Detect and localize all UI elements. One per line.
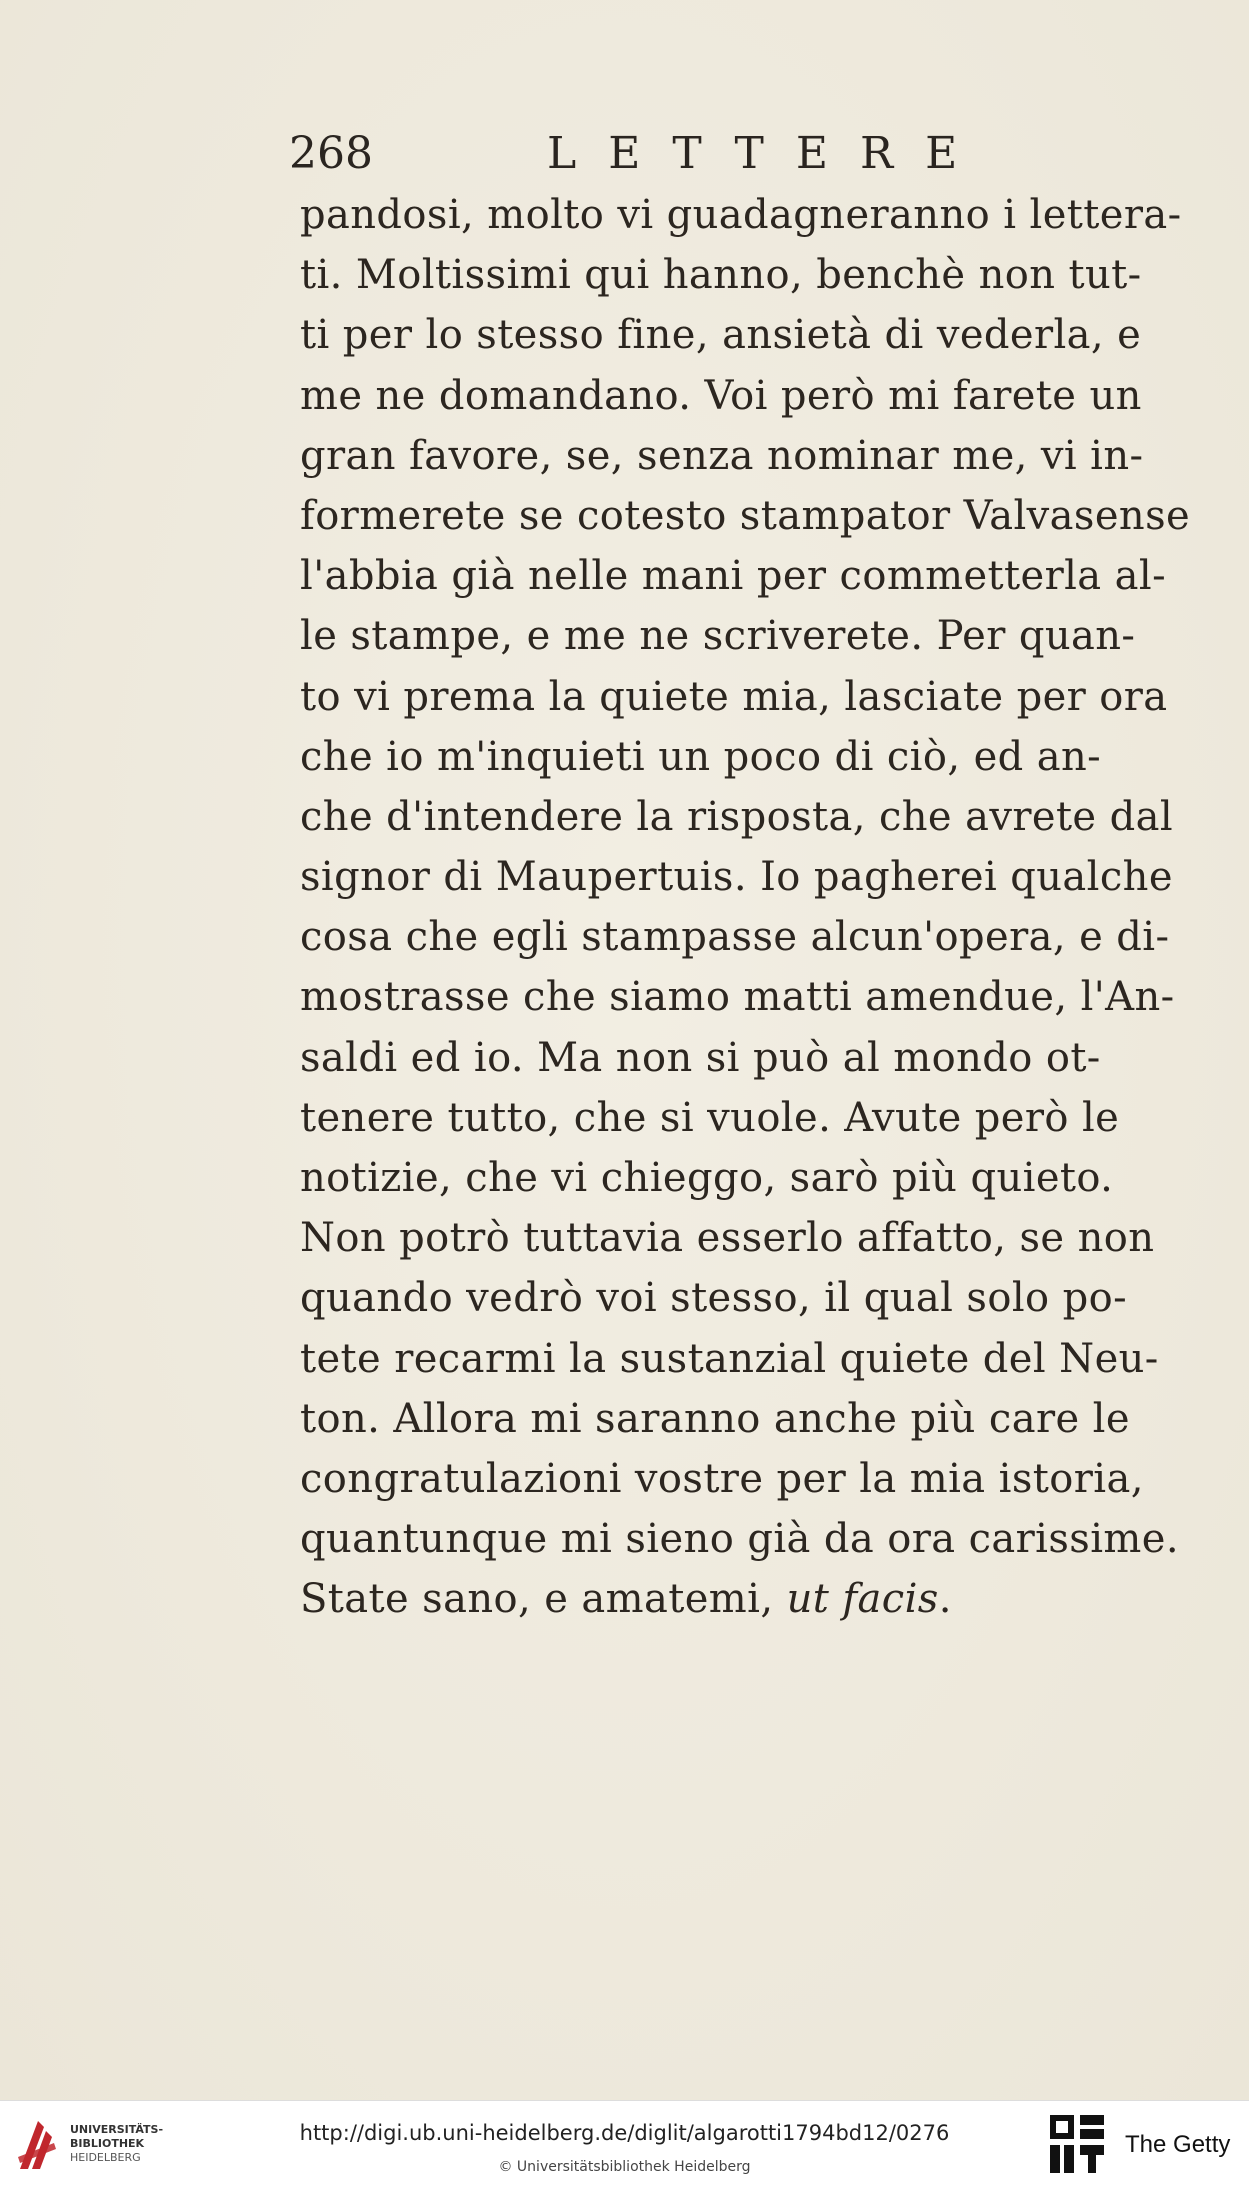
text-line: Non potrò tuttavia esserlo affatto, se non: [300, 1215, 1155, 1262]
getty-logo-icon: [1050, 2115, 1104, 2175]
text-line: ton. Allora mi saranno anche più care le: [300, 1395, 1130, 1442]
text-line: cosa che egli stampasse alcun'opera, e di-: [300, 914, 1170, 961]
text-line: che d'intendere la risposta, che avrete dal: [300, 793, 1174, 840]
text-line: to vi prema la quiete mia, lasciate per ora: [300, 673, 1168, 720]
partner-name: The Getty: [1125, 2131, 1231, 2158]
text-line: ti. Moltissimi qui hanno, benchè non tut-: [300, 252, 1142, 299]
text-line: gran favore, se, senza nominar me, vi in-: [300, 432, 1144, 479]
page-header: [289, 128, 990, 179]
text-line: tenere tutto, che si vuole. Avute però le: [300, 1094, 1120, 1141]
library-name-line1: UNIVERSITÄTS-: [70, 2123, 164, 2136]
closing-italic: ut facis: [786, 1576, 939, 1623]
text-line: l'abbia già nelle mani per commetterla al-: [300, 553, 1166, 600]
text-line: ti per lo stesso fine, ansietà di vederla, e: [300, 312, 1142, 359]
text-line: formerete se cotesto stampator Valvasense: [300, 492, 1191, 539]
text-line: che io m'inquieti un poco di ciò, ed an-: [300, 733, 1102, 780]
text-line: me ne domandano. Voi però mi farete un: [300, 372, 1142, 419]
letter-body: [300, 185, 1210, 1630]
library-name-line2: BIBLIOTHEK: [70, 2137, 145, 2150]
text-line: pandosi, molto vi guadagneranno i lettera-: [300, 192, 1182, 238]
text-line: tete recarmi la sustanzial quiete del Neu-: [300, 1335, 1159, 1382]
library-name-line3: HEIDELBERG: [70, 2151, 141, 2164]
text-line: congratulazioni vostre per la mia istoria,: [300, 1455, 1144, 1502]
running-head: LETTERE: [547, 128, 990, 179]
page-number: 268: [289, 128, 373, 179]
text-line: quando vedrò voi stesso, il qual solo po-: [300, 1275, 1128, 1322]
closing-text: State sano, e amatemi,: [300, 1576, 774, 1623]
text-line: saldi ed io. Ma non si può al mondo ot-: [300, 1034, 1101, 1081]
text-line: le stampe, e me ne scriverete. Per quan-: [300, 613, 1136, 660]
closing-line: [300, 1569, 1210, 1629]
text-line: notizie, che vi chieggo, sarò più quieto.: [300, 1155, 1114, 1201]
permalink-link[interactable]: http://digi.ub.uni-heidelberg.de/diglit/algarotti1794bd12/0276: [299, 2121, 950, 2145]
text-line: mostrasse che siamo matti amendue, l'An-: [300, 974, 1175, 1021]
text-line: quantunque mi sieno già da ora carissime.: [300, 1516, 1179, 1563]
text-line: signor di Maupertuis. Io pagherei qualche: [300, 854, 1173, 901]
viewer-footer: [0, 2100, 1249, 2188]
closing-period: .: [938, 1576, 952, 1623]
copyright-notice: © Universitätsbibliothek Heidelberg: [498, 2159, 751, 2175]
